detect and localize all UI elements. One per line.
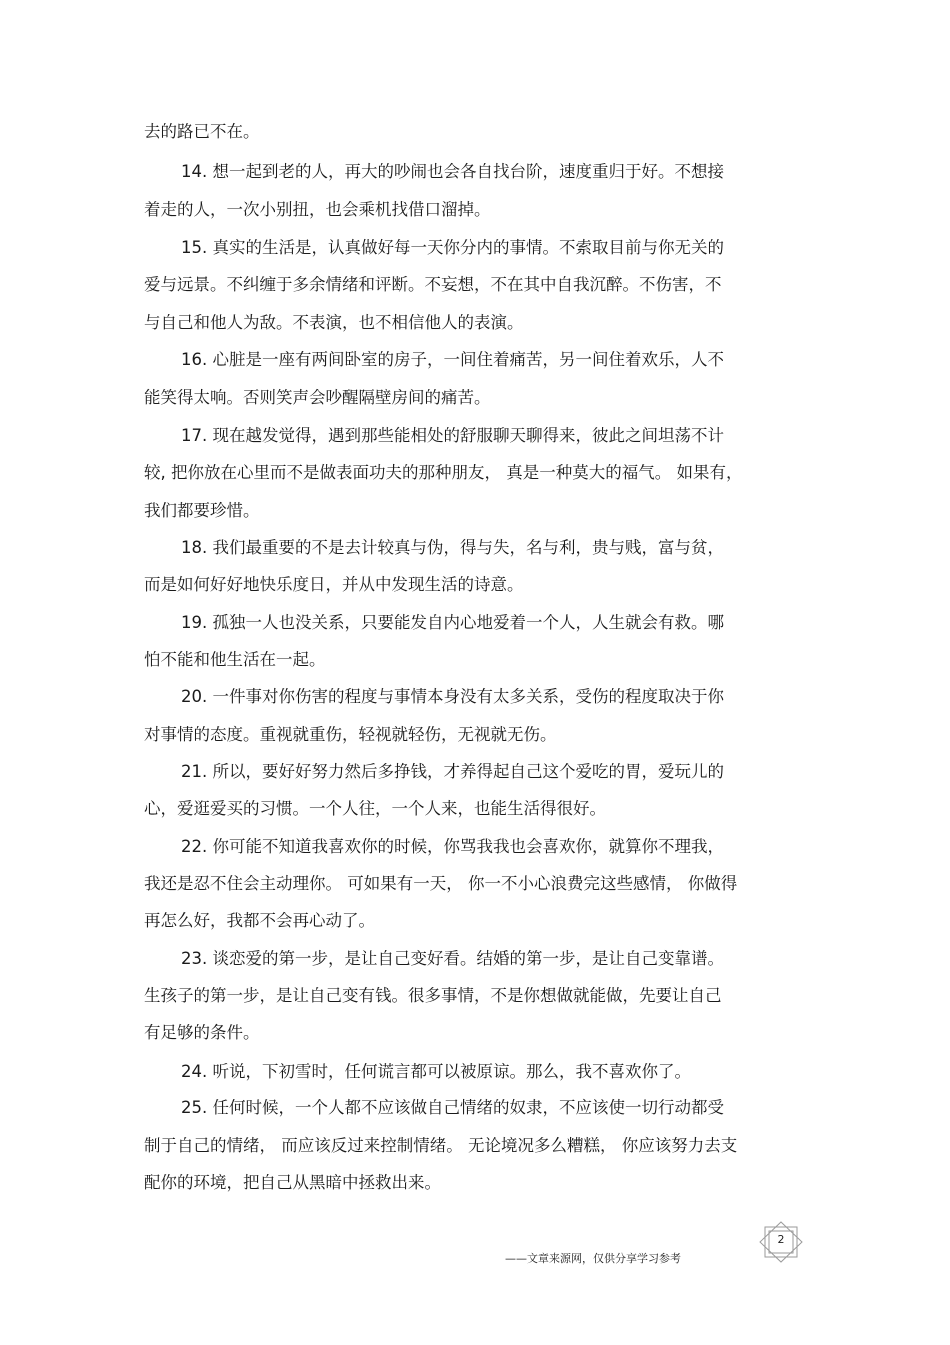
text-line: 23. 谈恋爱的第一步，是让自己变好看。结婚的第一步，是让自己变靠谱。 <box>181 949 724 968</box>
text-line: 生孩子的第一步，是让自己变有钱。很多事情，不是你想做就能做，先要让自己 <box>144 986 722 1005</box>
text-line: 22. 你可能不知道我喜欢你的时候，你骂我我也会喜欢你，就算你不理我， <box>181 837 724 856</box>
page-number-badge <box>757 1221 805 1263</box>
text-line: 能笑得太响。否则笑声会吵醒隔壁房间的痛苦。 <box>144 388 491 407</box>
page-number: 2 <box>777 1233 785 1246</box>
text-line: 18. 我们最重要的不是去计较真与伪，得与失，名与利，贵与贱，富与贫， <box>181 538 724 557</box>
text-line: 爱与远景。不纠缠于多余情绪和评断。不妄想，不在其中自我沉醉。不伤害，不 <box>144 275 722 294</box>
text-line: 19. 孤独一人也没关系，只要能发自内心地爱着一个人，人生就会有救。哪 <box>181 613 724 632</box>
text-line: 16. 心脏是一座有两间卧室的房子，一间住着痛苦，另一间住着欢乐，人不 <box>181 350 724 369</box>
text-line: 21. 所以，要好好努力然后多挣钱，才养得起自己这个爱吃的胃，爱玩儿的 <box>181 762 724 781</box>
text-line: 心，爱逛爱买的习惯。一个人往，一个人来，也能生活得很好。 <box>144 799 606 818</box>
text-line: 25. 任何时候，一个人都不应该做自己情绪的奴隶，不应该使一切行动都受 <box>181 1098 724 1117</box>
text-line: 再怎么好，我都不会再心动了。 <box>144 911 375 930</box>
text-line: 配你的环境，把自己从黑暗中拯救出来。 <box>144 1173 441 1192</box>
text-line: 15. 真实的生活是，认真做好每一天你分内的事情。不索取目前与你无关的 <box>181 238 724 257</box>
text-line: 制于自己的情绪， 而应该反过来控制情绪。 无论境况多么糟糕， 你应该努力去支 <box>144 1136 738 1155</box>
text-line: 14. 想一起到老的人，再大的吵闹也会各自找台阶，速度重归于好。不想接 <box>181 162 724 181</box>
text-line: 17. 现在越发觉得，遇到那些能相处的舒服聊天聊得来，彼此之间坦荡不计 <box>181 426 724 445</box>
text-line: 与自己和他人为敌。不表演，也不相信他人的表演。 <box>144 313 524 332</box>
footer-source-text: ——文章来源网，仅供分享学习参考 <box>505 1252 681 1265</box>
text-line: 较, 把你放在心里而不是做表面功夫的那种朋友， 真是一种莫大的福气。 如果有， <box>144 463 743 482</box>
text-line: 怕不能和他生活在一起。 <box>144 650 326 669</box>
text-line: 着走的人，一次小别扭，也会乘机找借口溜掉。 <box>144 200 491 219</box>
text-line: 去的路已不在。 <box>144 122 260 141</box>
text-line: 我们都要珍惜。 <box>144 501 260 520</box>
text-line: 20. 一件事对你伤害的程度与事情本身没有太多关系，受伤的程度取决于你 <box>181 687 724 706</box>
text-line: 24. 听说，下初雪时，任何谎言都可以被原谅。那么，我不喜欢你了。 <box>181 1062 691 1081</box>
text-line: 而是如何好好地快乐度日，并从中发现生活的诗意。 <box>144 575 524 594</box>
text-line: 对事情的态度。重视就重伤，轻视就轻伤，无视就无伤。 <box>144 725 557 744</box>
text-line: 有足够的条件。 <box>144 1023 260 1042</box>
text-line: 我还是忍不住会主动理你。 可如果有一天， 你一不小心浪费完这些感情， 你做得 <box>144 874 738 893</box>
